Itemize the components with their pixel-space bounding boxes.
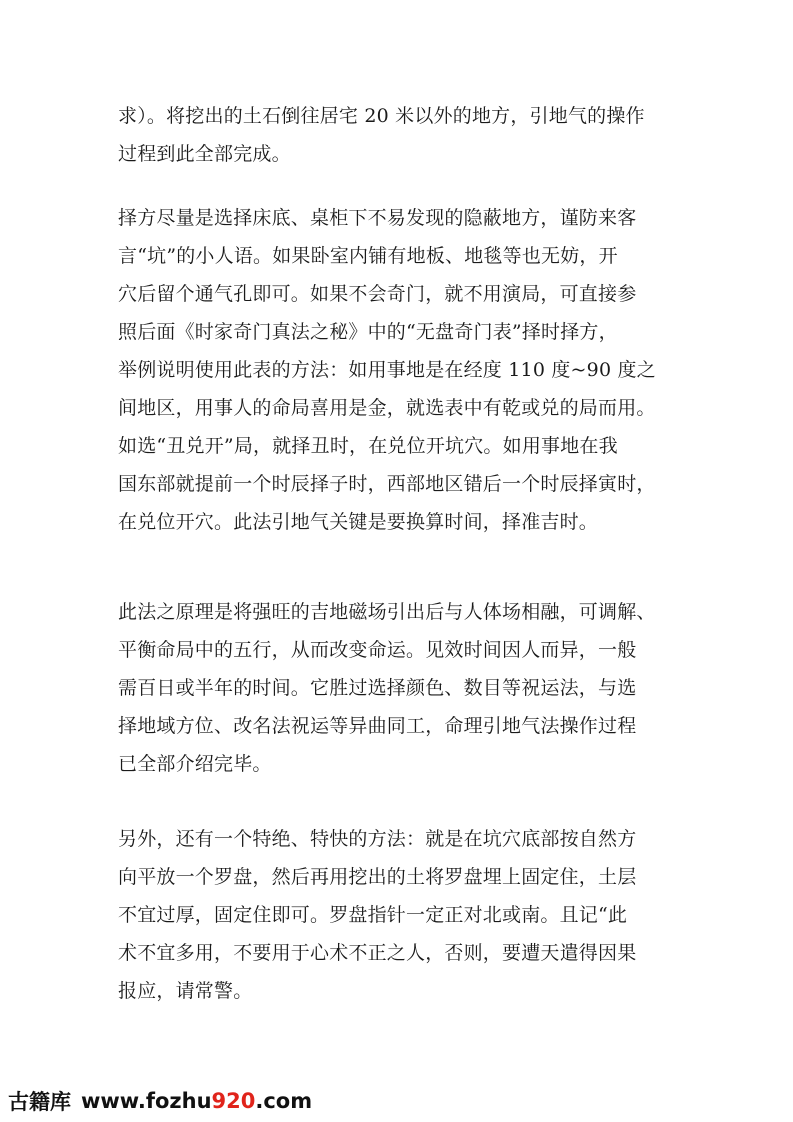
text-line: 报应，请常警。 [118,980,253,1002]
paragraph-2 [118,199,693,541]
paragraph-1 [118,97,693,173]
text-line: 在兑位开穴。此法引地气关键是要换算时间，择准吉时。 [118,511,599,533]
text-line: 需百日或半年的时间。它胜过选择颜色、数目等祝运法，与选 [118,677,637,699]
text-line: 另外，还有一个特绝、特快的方法：就是在坑穴底部按自然方 [118,828,637,850]
site-name: 古籍库 [8,1090,71,1114]
site-url-suffix: .com [255,1089,313,1113]
text-line: 间地区，用事人的命局喜用是金，就选表中有乾或兑的局而用。 [118,397,656,419]
site-url[interactable] [81,1089,312,1113]
text-line: 照后面《时家奇门真法之秘》中的“无盘奇门表”择时择方， [118,321,618,343]
text-line: 向平放一个罗盘，然后再用挖出的土将罗盘埋上固定住，土层 [118,866,637,888]
text-line: 此法之原理是将强旺的吉地磁场引出后与人体场相融，可调解、 [118,601,656,623]
text-line: 求）。将挖出的土石倒往居宅 20 米以外的地方，引地气的操作 [118,105,645,127]
paragraph-3 [118,593,693,783]
text-line: 举例说明使用此表的方法：如用事地是在经度 110 度~90 度之 [118,359,656,381]
site-url-number: 920 [211,1089,256,1113]
site-url-prefix: www.fozhu [81,1089,212,1113]
text-line: 如选“丑兑开”局，就择丑时，在兑位开坑穴。如用事地在我 [118,435,618,457]
text-line: 平衡命局中的五行，从而改变命运。见效时间因人而异，一般 [118,639,637,661]
text-line: 不宜过厚，固定住即可。罗盘指针一定正对北或南。且记“此 [118,904,628,926]
text-line: 国东部就提前一个时辰择子时，西部地区错后一个时辰择寅时， [118,473,656,495]
text-line: 术不宜多用，不要用于心术不正之人，否则，要遭天遣得因果 [118,942,637,964]
footer-watermark [8,1083,312,1119]
text-line: 择方尽量是选择床底、桌柜下不易发现的隐蔽地方，谨防来客 [118,207,637,229]
text-line: 穴后留个通气孔即可。如果不会奇门，就不用演局，可直接参 [118,283,637,305]
text-line: 言“坑”的小人语。如果卧室内铺有地板、地毯等也无妨，开 [118,245,618,267]
text-line: 已全部介绍完毕。 [118,753,272,775]
text-line: 过程到此全部完成。 [118,143,291,165]
text-line: 择地域方位、改名法祝运等异曲同工，命理引地气法操作过程 [118,715,637,737]
paragraph-4 [118,820,693,1010]
